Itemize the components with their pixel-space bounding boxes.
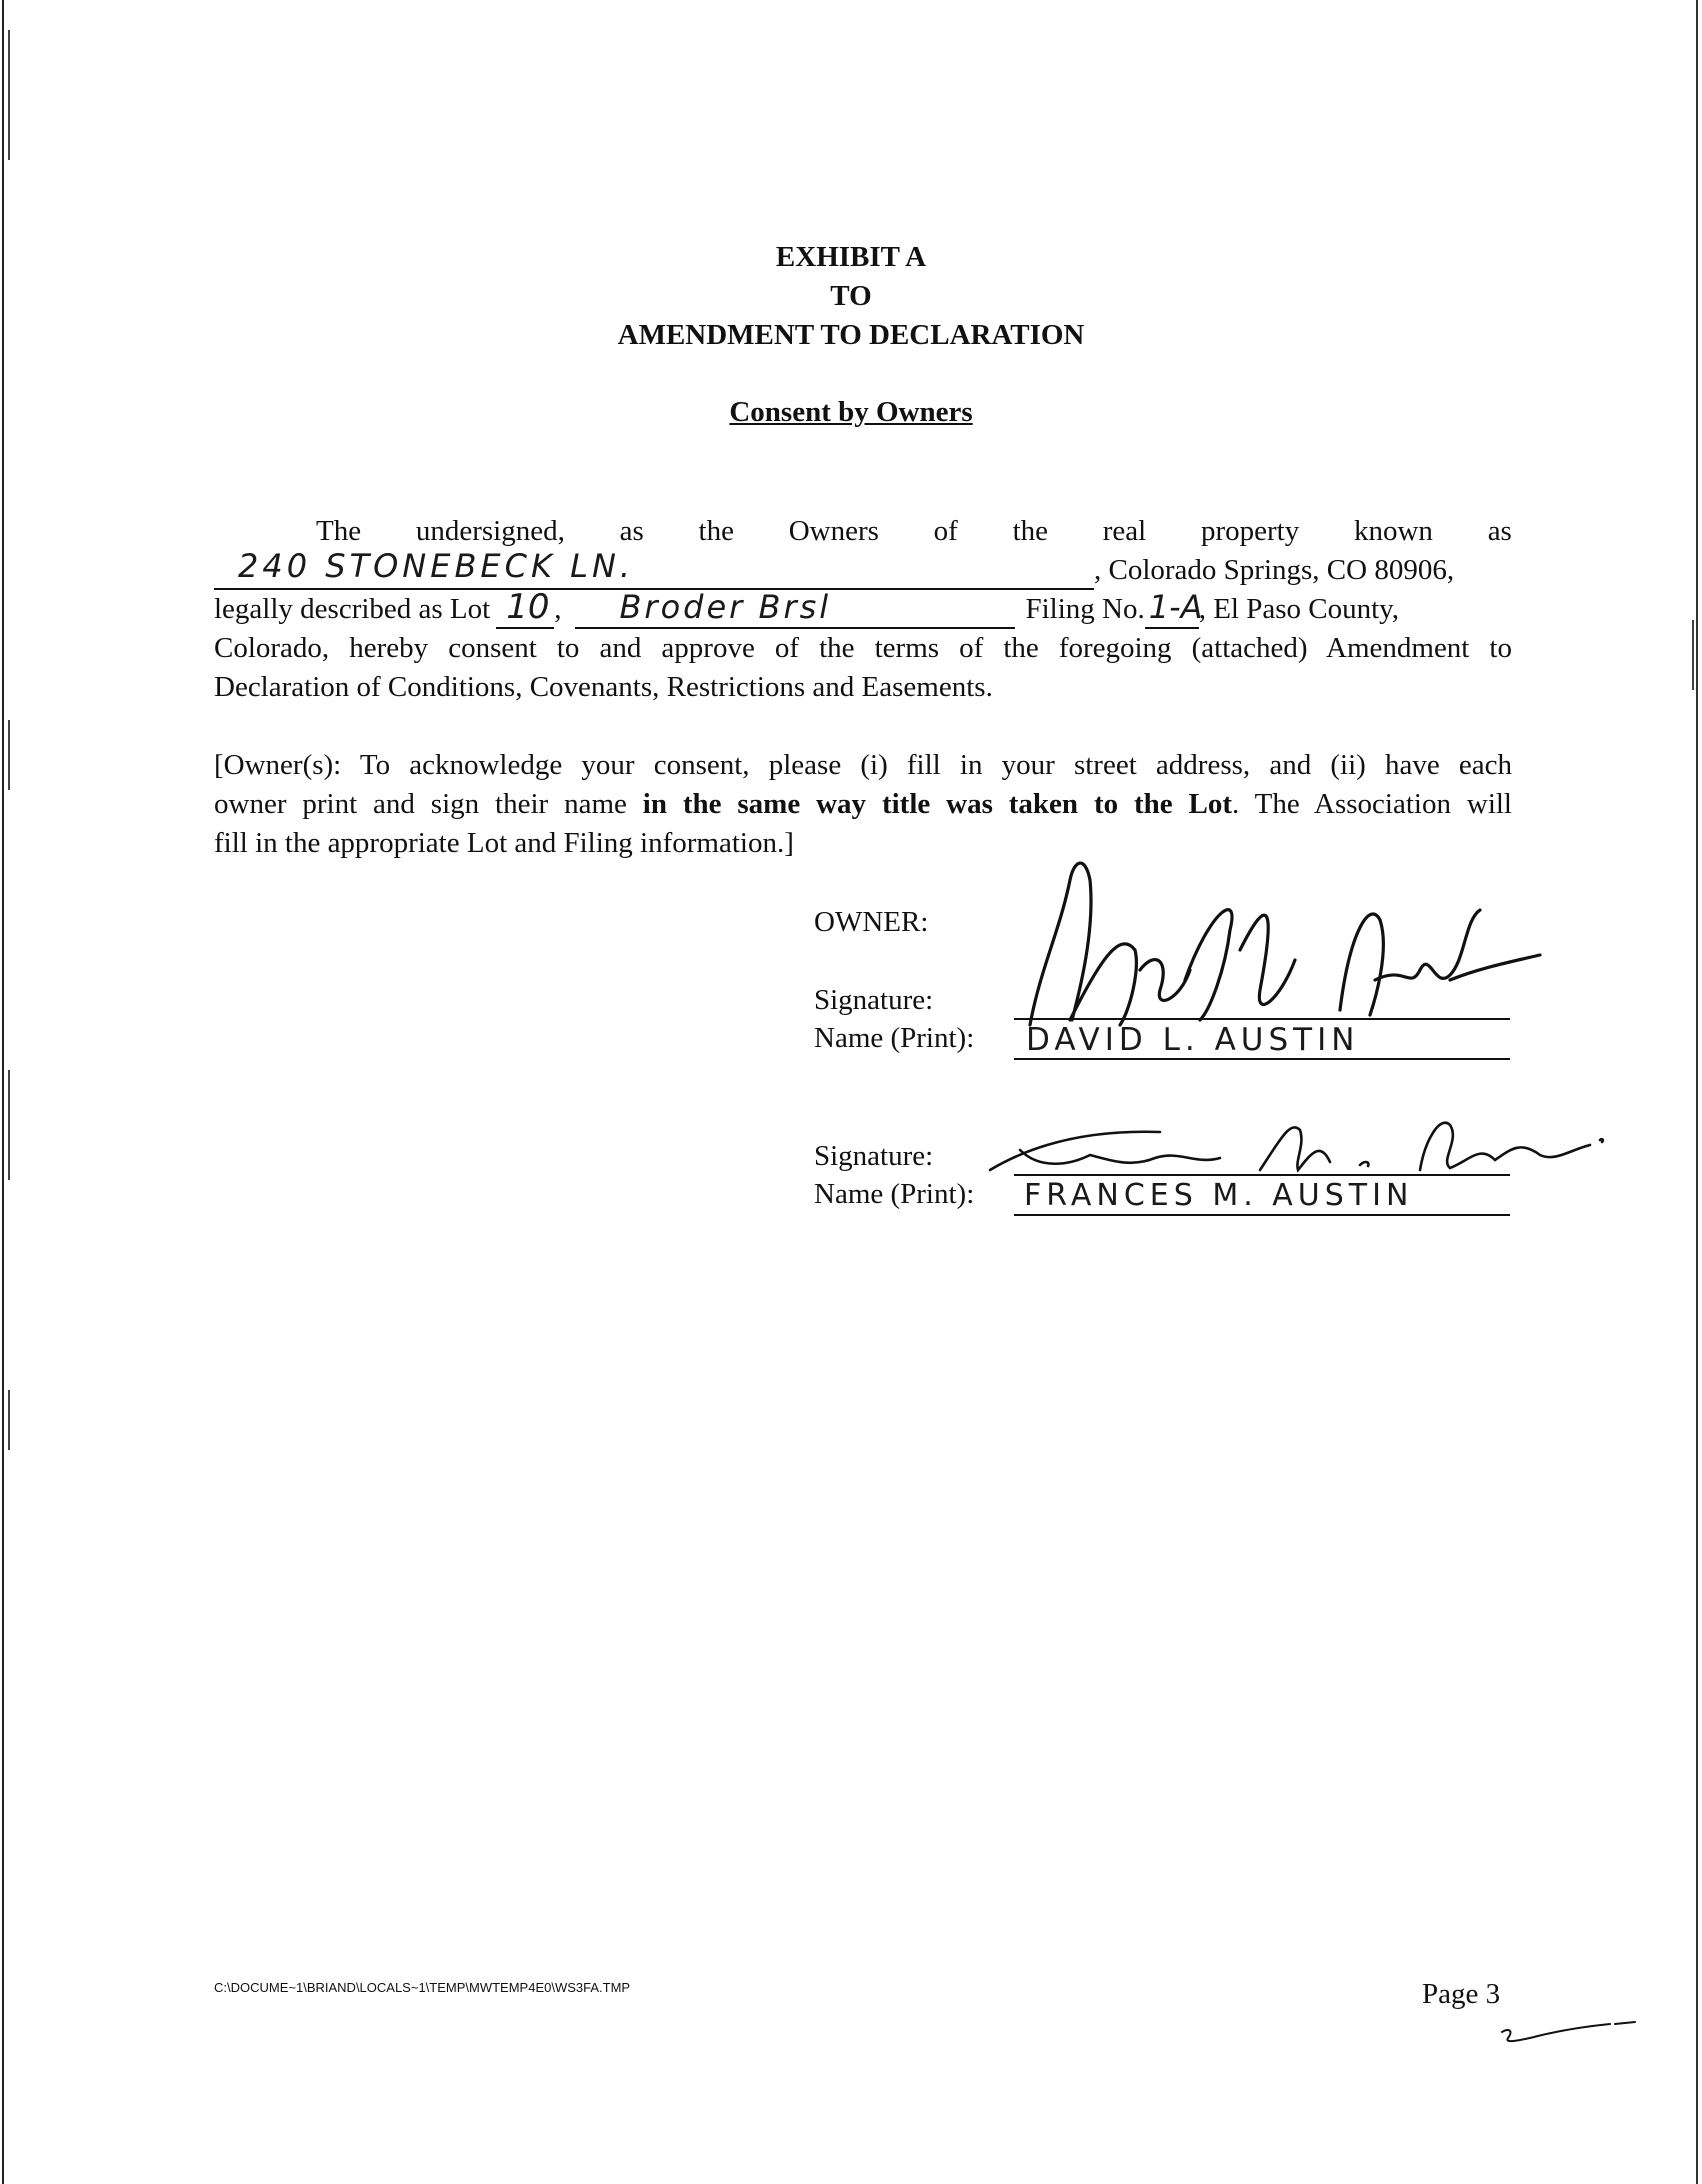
instructions-line-2-end: . The Association will xyxy=(1232,788,1512,820)
consent-line-4: Colorado, hereby consent to and approve of the terms of the foregoing (attached) Amendment to xyxy=(214,632,1512,664)
consent-subtitle: Consent by Owners xyxy=(729,396,973,428)
exhibit-heading xyxy=(0,238,1702,355)
street-address-field[interactable] xyxy=(214,547,1094,590)
heading-line-1: EXHIBIT A xyxy=(775,241,927,273)
owner-label: OWNER: xyxy=(814,906,929,938)
consent-word: Owners xyxy=(788,515,879,547)
initials-mark xyxy=(1500,2020,1640,2060)
consent-word: the xyxy=(698,515,734,547)
lot-comma: , xyxy=(554,593,562,625)
scan-mark xyxy=(8,30,10,160)
lot-prefix: legally described as Lot xyxy=(214,593,491,625)
consent-word: The xyxy=(316,515,362,547)
owner2-printed-name: FRANCES M. AUSTIN xyxy=(1024,1178,1414,1213)
owner1-name-label: Name (Print): xyxy=(814,1022,975,1054)
owner2-signature-label: Signature: xyxy=(814,1140,934,1172)
scan-mark xyxy=(8,1070,10,1180)
page-number: Page 3 xyxy=(1422,1978,1501,2010)
instructions-line-2 xyxy=(214,785,1512,824)
instructions-line-2-start: owner print and sign their name xyxy=(214,788,643,820)
owner2-name-label: Name (Print): xyxy=(814,1178,975,1210)
instructions-line-3: fill in the appropriate Lot and Filing information.] xyxy=(214,827,794,859)
subdivision-handwritten: Broder Brsl xyxy=(619,588,832,626)
owner2-name-line[interactable] xyxy=(1014,1214,1510,1216)
instructions-paragraph xyxy=(214,746,1512,863)
heading-line-2: TO xyxy=(830,280,872,312)
filing-number-handwritten: 1-A xyxy=(1148,588,1203,626)
consent-word: of xyxy=(933,515,958,547)
scan-mark xyxy=(1692,620,1694,690)
instructions-emphasis: in the same way title was taken to the Lot xyxy=(642,788,1233,820)
consent-line-3 xyxy=(214,587,1512,629)
filing-prefix: Filing No. xyxy=(1025,593,1145,625)
consent-word: as xyxy=(1487,515,1512,547)
filing-number-field[interactable] xyxy=(1145,588,1203,629)
consent-line-1 xyxy=(214,512,1512,551)
lot-number-handwritten: 10 xyxy=(506,587,550,627)
consent-word: as xyxy=(619,515,644,547)
owner2-signature-image xyxy=(980,1100,1620,1190)
owner1-signature-image xyxy=(1010,850,1550,1040)
filing-suffix: , El Paso County, xyxy=(1198,593,1400,625)
consent-word: known xyxy=(1353,515,1433,547)
owner1-printed-name: DAVID L. AUSTIN xyxy=(1026,1022,1360,1058)
consent-word: undersigned, xyxy=(415,515,565,547)
heading-line-3: AMENDMENT TO DECLARATION xyxy=(617,319,1085,351)
scan-mark xyxy=(8,1390,10,1450)
consent-paragraph xyxy=(214,512,1512,707)
file-path-footer: C:\DOCUME~1\BRIAND\LOCALS~1\TEMP\MWTEMP4E0\WS3FA.TMP xyxy=(214,1980,631,1995)
subdivision-field[interactable] xyxy=(575,588,1015,629)
street-address-handwritten: 240 STONEBECK LN. xyxy=(238,547,635,585)
consent-line-2 xyxy=(214,547,1512,590)
owner1-name-line[interactable] xyxy=(1014,1058,1510,1060)
scan-mark xyxy=(8,720,10,790)
lot-number-field[interactable] xyxy=(496,587,554,629)
consent-word: real xyxy=(1102,515,1147,547)
instructions-line-1: [Owner(s): To acknowledge your consent, please (i) fill in your street address, and (ii) have each xyxy=(214,749,1512,781)
address-suffix: , Colorado Springs, CO 80906, xyxy=(1094,554,1455,586)
consent-line-5: Declaration of Conditions, Covenants, Restrictions and Easements. xyxy=(214,671,993,703)
consent-word: property xyxy=(1200,515,1300,547)
owner1-signature-label: Signature: xyxy=(814,984,934,1016)
consent-word: the xyxy=(1012,515,1049,547)
